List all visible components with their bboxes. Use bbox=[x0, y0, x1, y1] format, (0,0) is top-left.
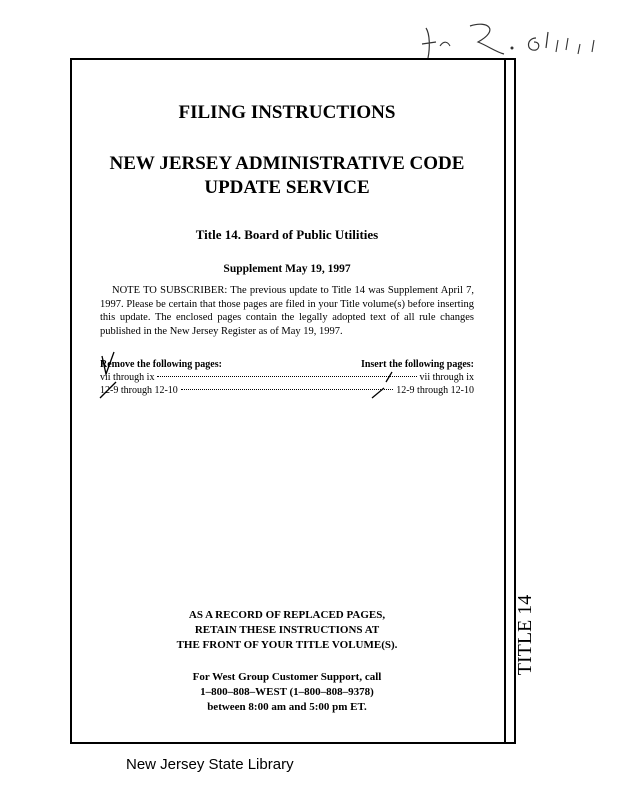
insert-pages: 12-9 through 12-10 bbox=[396, 385, 474, 396]
record-line-1: AS A RECORD OF REPLACED PAGES, bbox=[188, 609, 386, 621]
handwritten-annotation bbox=[418, 18, 608, 66]
remove-pages: 12-9 through 12-10 bbox=[100, 385, 178, 396]
record-line-3: THE FRONT OF YOUR TITLE VOLUME(S). bbox=[176, 639, 398, 651]
code-title-line-1: NEW JERSEY ADMINISTRATIVE CODE bbox=[109, 153, 465, 174]
support-line-1: For West Group Customer Support, call bbox=[192, 671, 382, 683]
library-footer: New Jersey State Library bbox=[126, 756, 294, 773]
customer-support bbox=[72, 670, 502, 715]
page-title: FILING INSTRUCTIONS bbox=[178, 102, 396, 123]
checkmarks bbox=[72, 60, 502, 420]
record-line-2: RETAIN THESE INSTRUCTIONS AT bbox=[194, 624, 380, 636]
insert-pages: vii through ix bbox=[419, 372, 474, 383]
code-title-line-2: UPDATE SERVICE bbox=[204, 177, 370, 198]
tab-label: TITLE 14 bbox=[514, 594, 536, 676]
title-subtitle: Title 14. Board of Public Utilities bbox=[195, 227, 379, 242]
support-phone: 1–800–808–WEST (1–800–808–9378) bbox=[200, 686, 374, 698]
support-hours: between 8:00 am and 5:00 pm ET. bbox=[207, 701, 367, 713]
subscriber-note: NOTE TO SUBSCRIBER: The previous update to Title 14 was Supplement April 7, 1997. Please be certain that those pages are filed in your Title volume(s) before inserting this update. The enclosed pages contain the legally adopted text of all rule changes published in the New Jersey Register as of May 19, 1997. bbox=[100, 285, 474, 337]
record-notice bbox=[72, 608, 502, 653]
supplement-date: Supplement May 19, 1997 bbox=[223, 263, 351, 275]
remove-header: Remove the following pages: bbox=[100, 359, 222, 370]
remove-pages: vii through ix bbox=[100, 372, 155, 383]
insert-header: Insert the following pages: bbox=[360, 359, 474, 370]
tab-divider bbox=[504, 58, 506, 744]
